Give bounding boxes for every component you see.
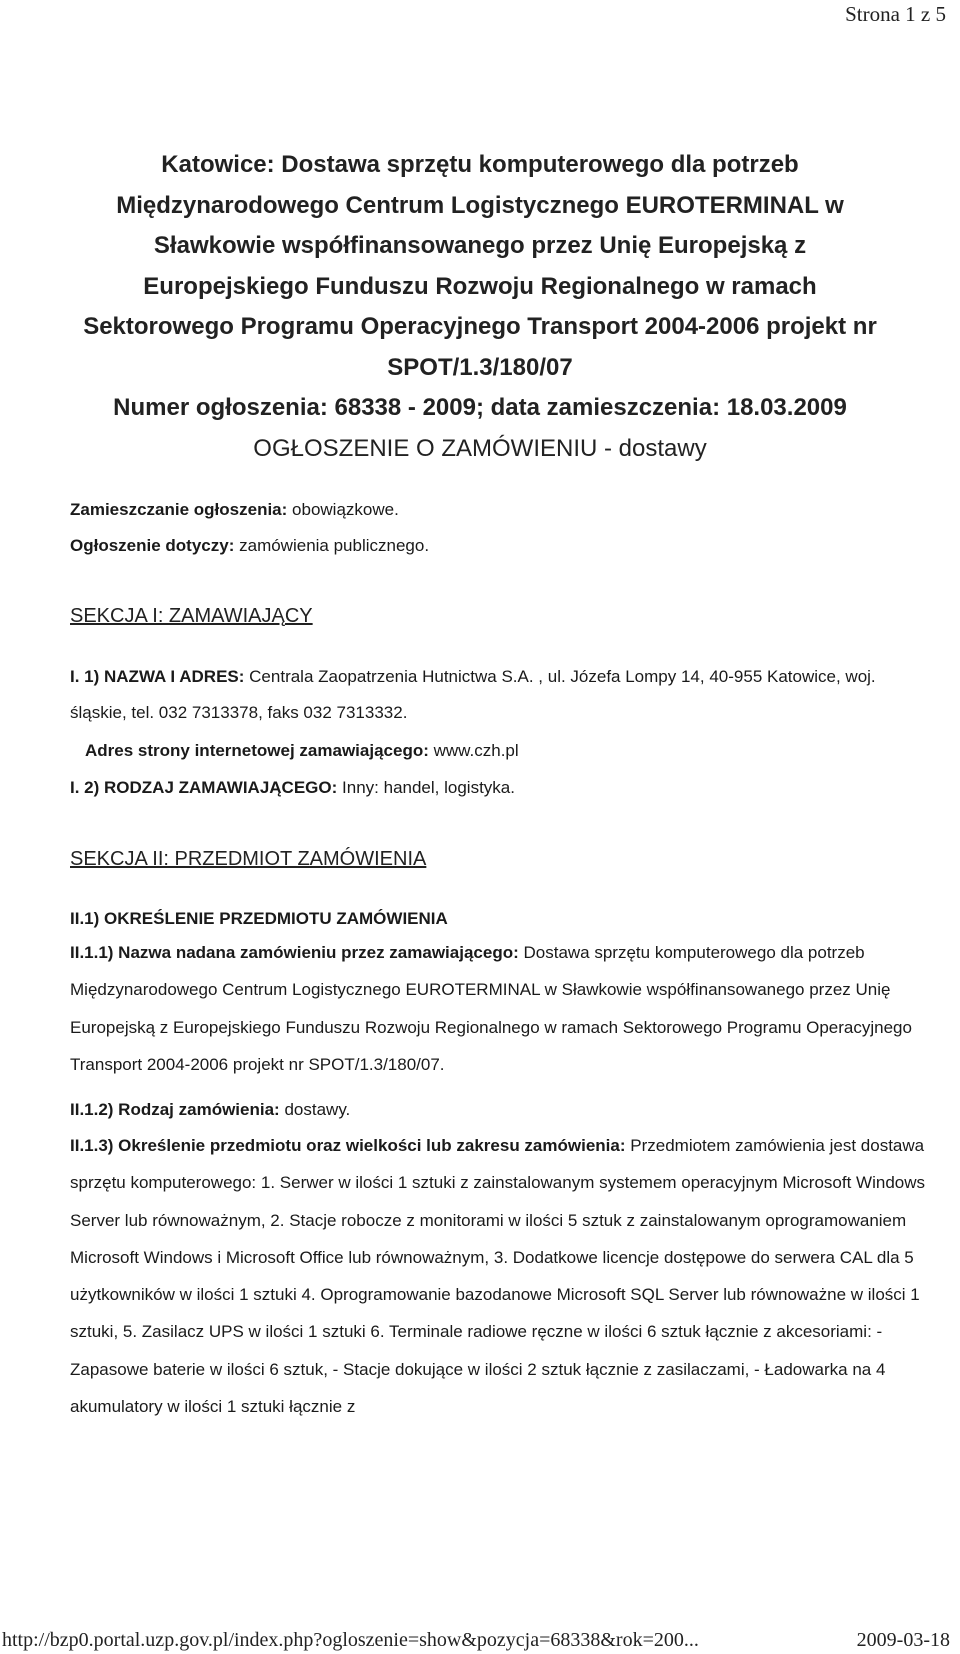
contract-name-label: II.1.1) Nazwa nadana zamówieniu przez zamawiającego: bbox=[70, 943, 519, 962]
title-line: Katowice: Dostawa sprzętu komputerowego dla potrzeb bbox=[161, 151, 799, 178]
contract-type-value: dostawy. bbox=[284, 1100, 351, 1119]
scope-value: Przedmiotem zamówienia jest dostawa sprzętu komputerowego: 1. Serwer w ilości 1 sztuki z zainstalowanym systemem operacyjnym Microsoft Windows Server lub równoważnym, 2. Stacje robocze z monitorami w ilości 5 sztuk z zainstalowanym oprogramowaniem Microsoft Windows i Microsoft Office lub równoważnym, 3. Dodatkowe licencje dostępowe do serwera CAL dla 5 użytkowników w ilości 1 sztuki 4. Oprogramowanie bazodanowe Microsoft SQL Server lub równoważne w ilości 1 sztuki, 5. Zasilacz UPS w ilości 1 sztuki 6. Terminale radiowe ręczne w ilości 6 sztuk łącznie z akcesoriami: - Zapasowe baterie w ilości 6 sztuk, - Stacje dokujące w ilości 2 sztuk łącznie z zasilaczami, - Ładowarka na 4 akumulatory w ilości 1 sztuki łącznie z bbox=[70, 1136, 926, 1417]
title-line: Europejskiego Funduszu Rozwoju Regionalnego w ramach bbox=[143, 272, 817, 300]
print-date: 2009-03-18 bbox=[856, 1629, 950, 1651]
placement-field bbox=[70, 500, 399, 520]
notice-title bbox=[20, 145, 940, 469]
contract-type-label: II.1.2) Rodzaj zamówienia: bbox=[70, 1100, 280, 1119]
website-field bbox=[85, 741, 519, 761]
subject-subsection-label: II.1) OKREŚLENIE PRZEDMIOTU ZAMÓWIENIA bbox=[70, 909, 448, 928]
notice-type: OGŁOSZENIE O ZAMÓWIENIU - dostawy bbox=[253, 434, 707, 462]
page-number: Strona 1 z 5 bbox=[845, 2, 946, 26]
concerns-field bbox=[70, 536, 429, 556]
section-1-heading: SEKCJA I: ZAMAWIAJĄCY bbox=[70, 605, 313, 627]
website-label: Adres strony internetowej zamawiającego: bbox=[85, 741, 429, 760]
concerns-label: Ogłoszenie dotyczy: bbox=[70, 536, 235, 555]
title-line: Międzynarodowego Centrum Logistycznego EUROTERMINAL w bbox=[116, 191, 844, 219]
contract-name-paragraph bbox=[70, 934, 930, 1083]
concerns-value: zamówienia publicznego. bbox=[239, 536, 430, 555]
contract-name-value: Dostawa sprzętu komputerowego dla potrzeb Międzynarodowego Centrum Logistycznego EUROTERMINAL w Sławkowie współfinansowanego przez Unię Europejską z Europejskiego Funduszu Rozwoju Regionalnego w ramach Sektorowego Programu Operacyjnego Transport 2004-2006 projekt nr SPOT/1.3/180/07. bbox=[70, 943, 912, 1074]
name-address-continuation: śląskie, tel. 032 7313378, faks 032 7313332. bbox=[70, 703, 408, 722]
website-link[interactable]: www.czh.pl bbox=[433, 741, 519, 760]
title-line: SPOT/1.3/180/07 bbox=[387, 353, 573, 381]
placement-label: Zamieszczanie ogłoszenia: bbox=[70, 500, 288, 519]
section-2-heading: SEKCJA II: PRZEDMIOT ZAMÓWIENIA bbox=[70, 848, 427, 870]
name-address-value: Centrala Zaopatrzenia Hutnictwa S.A. , ul. Józefa Lompy 14, 40-955 Katowice, woj. bbox=[249, 667, 876, 686]
name-address-label: I. 1) NAZWA I ADRES: bbox=[70, 667, 245, 686]
contracting-type-value: Inny: handel, logistyka. bbox=[342, 778, 515, 797]
subject-subsection-heading bbox=[70, 909, 448, 929]
scope-paragraph bbox=[70, 1127, 930, 1425]
name-address-field bbox=[70, 667, 876, 687]
contracting-type-label: I. 2) RODZAJ ZAMAWIAJĄCEGO: bbox=[70, 778, 338, 797]
source-url: http://bzp0.portal.uzp.gov.pl/index.php?ogloszenie=show&pozycja=68338&rok=200... bbox=[2, 1629, 699, 1651]
contract-type-paragraph bbox=[70, 1091, 930, 1128]
title-line: Sektorowego Programu Operacyjnego Transport 2004-2006 projekt nr bbox=[83, 313, 877, 340]
title-line: Sławkowie współfinansowanego przez Unię Europejską z bbox=[153, 232, 807, 259]
notice-number-line: Numer ogłoszenia: 68338 - 2009; data zamieszczenia: 18.03.2009 bbox=[113, 394, 847, 421]
contracting-type-field bbox=[70, 778, 515, 798]
scope-label: II.1.3) Określenie przedmiotu oraz wielkości lub zakresu zamówienia: bbox=[70, 1136, 626, 1155]
placement-value: obowiązkowe. bbox=[292, 500, 399, 519]
